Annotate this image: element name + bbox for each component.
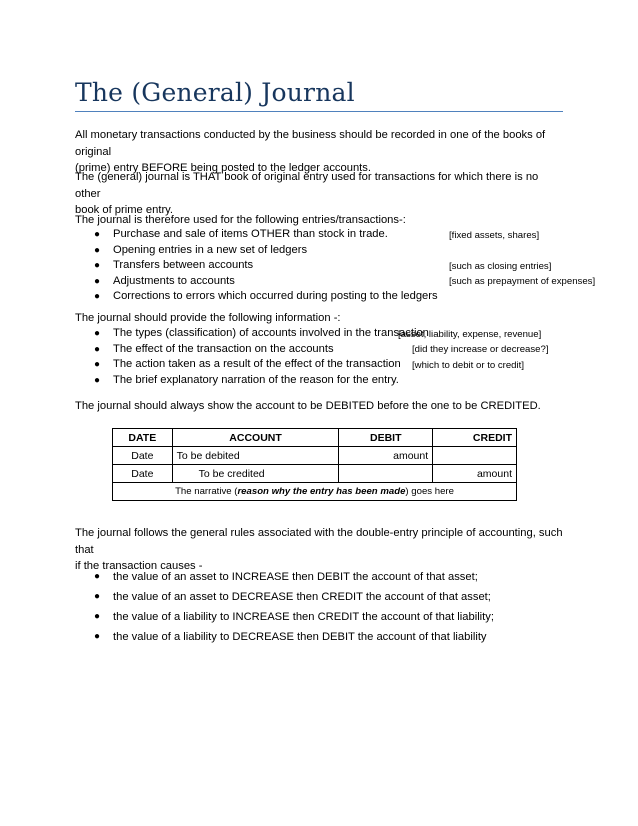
list-note: [did they increase or decrease?] [412,344,549,355]
bullet-icon: ● [94,328,101,339]
list-item: ● The effect of the transaction on the accounts [did they increase or decrease?] [75,342,565,358]
double-entry-line-1: The journal follows the general rules associated with the double-entry principle of accounting, such that [75,527,563,556]
uses-intro: The journal is therefore used for the following entries/transactions-: [75,214,406,226]
list-item: ● Purchase and sale of items OTHER than stock in trade. [fixed assets, shares] [75,227,565,243]
definition-line-2: book of prime entry. [75,204,174,216]
cell-account: To be debited [172,447,339,465]
list-item: ● the value of a liability to DECREASE then DEBIT the account of that liability [75,627,565,647]
title-underline [75,111,563,112]
list-note: [such as prepayment of expenses] [449,276,596,287]
cell-date: Date [113,447,173,465]
debit-first-paragraph: The journal should always show the account to be DEBITED before the one to be CREDITED. [75,400,541,412]
header-debit: DEBIT [339,429,433,447]
bullet-icon: ● [94,631,101,642]
intro-line-2: (prime) entry BEFORE being posted to the ledger accounts. [75,162,371,174]
list-note: [which to debit or to credit] [412,359,524,371]
bullet-icon: ● [94,244,101,256]
info-intro: The journal should provide the following information -: [75,312,341,324]
list-item: ● The brief explanatory narration of the reason for the entry. [75,373,565,389]
header-credit: CREDIT [433,429,517,447]
cell-debit: amount [339,447,433,465]
narrative-cell: The narrative (reason why the entry has been made) goes here [113,483,517,501]
list-item: ● the value of a liability to INCREASE then CREDIT the account of that liability; [75,607,565,627]
cell-credit: amount [433,465,517,483]
page-title: The (General) Journal [75,78,355,107]
intro-line-1: All monetary transactions conducted by the business should be recorded in one of the books of original [75,129,546,158]
list-item: ● Transfers between accounts [such as closing entries] [75,258,565,274]
table-row [113,483,517,501]
bullet-icon: ● [94,260,101,271]
cell-debit [339,465,433,483]
list-note: [such as closing entries] [449,260,552,272]
list-item: ● Corrections to errors which occurred during posting to the ledgers [75,289,565,305]
list-note: [asset, liability, expense, revenue] [398,328,542,340]
cell-credit [433,447,517,465]
bullet-icon: ● [94,291,101,302]
bullet-icon: ● [94,359,101,370]
list-item: ● The types (classification) of accounts involved in the transaction [asset, liability, expense, revenue] [75,326,565,342]
bullet-icon: ● [94,343,101,355]
list-item: ● the value of an asset to DECREASE then CREDIT the account of that asset; [75,587,565,607]
bullet-icon: ● [94,591,101,602]
list-item: ● The action taken as a result of the effect of the transaction [which to debit or to credit] [75,357,565,373]
table-header-row [113,429,517,447]
bullet-icon: ● [94,229,101,240]
double-entry-line-2: if the transaction causes - [75,560,203,572]
bullet-icon: ● [94,275,101,287]
bullet-icon: ● [94,571,101,582]
table-row [113,465,517,483]
uses-list [75,227,596,305]
info-list [75,326,565,388]
list-note: [fixed assets, shares] [449,229,540,241]
cell-account: To be credited [172,465,339,483]
header-account: ACCOUNT [172,429,339,447]
bullet-icon: ● [94,611,101,622]
list-item: ● Adjustments to accounts [such as prepayment of expenses] [75,274,565,290]
definition-line-1: The (general) journal is THAT book of original entry used for transactions for which there is no other [75,171,539,200]
header-date: DATE [113,429,173,447]
list-item: ● Opening entries in a new set of ledgers [75,243,565,259]
cell-date: Date [113,465,173,483]
table-row [113,447,517,465]
list-item: ● the value of an asset to INCREASE then DEBIT the account of that asset; [75,567,565,587]
journal-table [112,428,517,501]
rules-list [75,567,565,647]
bullet-icon: ● [94,374,101,386]
